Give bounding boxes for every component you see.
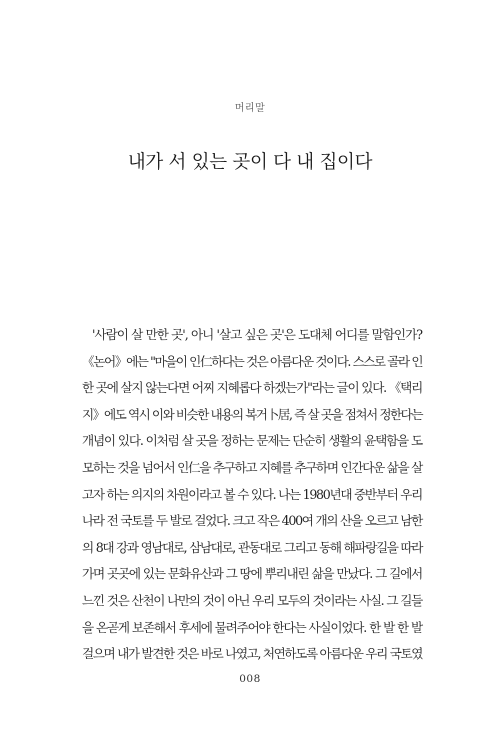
body-line: 을 온곧게 보존해서 후세에 물려주어야 한다는 사실이었다. 한 발 한 발	[82, 619, 422, 635]
body-line: '사람이 살 만한 곳', 아니 '살고 싶은 곳'은 도대체 어디를 말함인가?	[92, 327, 422, 342]
body-line: 나라 전 국토를 두 발로 걸었다. 크고 작은 400여 개의 산을 오르고 남한	[82, 513, 422, 529]
page-number: 008	[239, 673, 261, 685]
body-line: 느낀 것은 산천이 나만의 것이 아닌 우리 모두의 것이라는 사실. 그 길들	[82, 592, 422, 608]
body-line: 걸으며 내가 발견한 것은 바로 나였고, 처연하도록 아름다운 우리 국토였	[82, 646, 422, 662]
body-line: 모하는 것을 넘어서 인仁을 추구하고 지혜를 추구하며 인간다운 삶을 살	[82, 459, 422, 475]
body-line: 개념이 있다. 이처럼 살 곳을 정하는 문제는 단순히 생활의 윤택함을 도	[82, 433, 422, 449]
body-line: 의 8대 강과 영남대로, 삼남대로, 관동대로 그리고 동해 해파랑길을 따라	[82, 539, 422, 555]
body-line: 《논어》에는 "마을이 인仁하다는 것은 아름다운 것이다. 스스로 골라 인	[82, 353, 422, 369]
section-label: 머리말	[234, 103, 266, 114]
body-line: 지》에도 역시 이와 비슷한 내용의 복거卜居, 즉 살 곳을 점쳐서 정한다는	[82, 406, 422, 422]
chapter-title: 내가 서 있는 곳이 다 내 집이다	[127, 152, 373, 173]
body-line: 고자 하는 의지의 차원이라고 볼 수 있다. 나는 1980년대 중반부터 우리	[82, 486, 422, 502]
body-text	[82, 322, 422, 668]
body-line: 한 곳에 살지 않는다면 어찌 지혜롭다 하겠는가"라는 글이 있다. 《택리	[82, 380, 423, 396]
body-line: 가며 곳곳에 있는 문화유산과 그 땅에 뿌리내린 삶을 만났다. 그 길에서	[82, 566, 422, 582]
